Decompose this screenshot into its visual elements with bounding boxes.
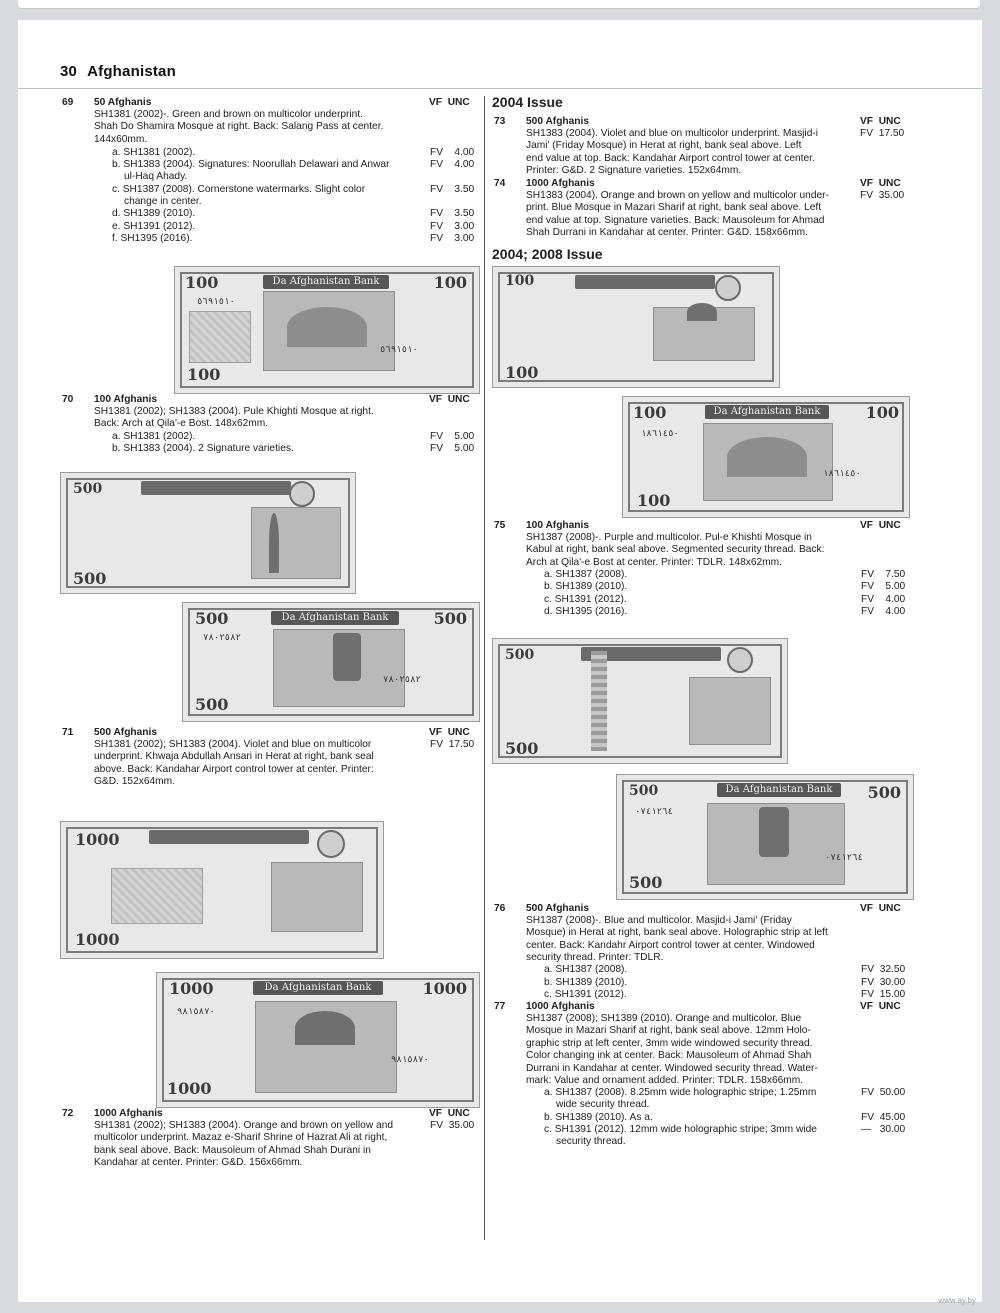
catalog-entry-71 (62, 727, 477, 791)
site-watermark: www.ay.by (938, 1296, 976, 1305)
page-header (18, 20, 982, 89)
denomination: 500 Afghanis (94, 727, 158, 738)
note-value: 500 (73, 569, 107, 588)
variety-row: e. SH1391 (2012). (112, 221, 196, 232)
catalog-entry-70 (62, 394, 477, 458)
variety-price: FV 3.50 (430, 208, 475, 219)
variety-price: FV 35.00 (430, 1120, 475, 1131)
variety-price: FV 5.00 (430, 431, 475, 442)
serial-number: ٩٨١٥٨٧٠ (391, 1055, 429, 1065)
serial-number: ٧٨٠٢٥٨٢ (203, 633, 241, 643)
note-value: 500 (505, 647, 535, 663)
variety-price: FV 5.00 (861, 581, 906, 592)
denomination: 1000 Afghanis (526, 1001, 595, 1012)
serial-number: ٥٦٩١٥١٠ (197, 297, 235, 307)
variety-row-cont: wide security thread. (556, 1099, 650, 1110)
variety-row: a. SH1381 (2002). (112, 431, 196, 442)
note-value: 100 (505, 363, 539, 382)
grade-headers: VF UNC (429, 97, 470, 108)
description: SH1387 (2008); SH1389 (2010). Orange and multicolor. Blue Mosque in Mazari Sharif at right, bank seal above. 12mm Holo- graphic strip at left center, 3mm wide windowed security thread. Color changing ink at center. Back: Mausoleum of Ahmad Shah Durrani in Kandahar at center. Windowed security thread. Water- mark: Value and ornament added. Printer: TDLR. 158x66mm. (526, 1013, 818, 1087)
grade-headers: VF UNC (860, 520, 901, 531)
variety-price: FV 30.00 (861, 977, 906, 988)
serial-number: ٠٧٤١٢٦٤ (825, 853, 863, 863)
issue-heading: 2004; 2008 Issue (492, 246, 603, 262)
catalog-page (18, 20, 982, 1302)
denomination: 1000 Afghanis (94, 1108, 163, 1119)
top-bar (18, 0, 980, 9)
variety-price: FV 35.00 (860, 190, 905, 201)
banknote-image-1000-front (60, 821, 384, 959)
note-value: 1000 (169, 979, 214, 998)
variety-price: FV 3.00 (430, 221, 475, 232)
variety-row: a. SH1387 (2008). (544, 964, 628, 975)
banknote-image-1000-back (156, 972, 480, 1108)
note-value: 100 (633, 403, 667, 422)
grade-headers: VF UNC (429, 394, 470, 405)
catalog-number: 74 (494, 178, 506, 189)
catalog-number: 73 (494, 116, 506, 127)
description: SH1387 (2008)-. Blue and multicolor. Masjid-i Jami' (Friday Mosque) in Herat at right, bank seal above. Holographic strip at left center. Back: Kandahr Airport control tower at center. Windowed security thread. Printer: TDLR. (526, 915, 828, 964)
variety-row: c. SH1391 (2012). (544, 594, 627, 605)
denomination: 500 Afghanis (526, 116, 590, 127)
denomination: 500 Afghanis (526, 903, 590, 914)
note-value: 500 (195, 609, 229, 628)
description: SH1381 (2002); SH1383 (2004). Violet and blue on multicolor underprint. Khwaja Abdullah Ansari in Herat at right, bank seal above. Back: Kandahar Airport control tower at center. Printer: G&D. 152x64mm. (94, 739, 374, 788)
variety-row: b. SH1383 (2004). 2 Signature varieties. (112, 443, 294, 454)
page-number: 30 (60, 63, 78, 80)
note-value: 500 (433, 609, 467, 628)
note-value: 500 (195, 695, 229, 714)
note-value: 500 (867, 783, 901, 802)
catalog-number: 76 (494, 903, 506, 914)
bank-name-label: Da Afghanistan Bank (705, 405, 829, 419)
note-value: 500 (505, 739, 539, 758)
variety-row: f. SH1395 (2016). (112, 233, 193, 244)
grade-headers: VF UNC (860, 903, 901, 914)
variety-row: c. SH1391 (2012). 12mm wide holographic stripe; 3mm wide (544, 1124, 817, 1135)
grade-headers: VF UNC (429, 1108, 470, 1119)
catalog-entry-72 (62, 1108, 477, 1172)
note-value: 100 (865, 403, 899, 422)
catalog-entry-76 (494, 903, 914, 1003)
banknote-image-100-back-2008 (622, 396, 910, 518)
denomination: 100 Afghanis (94, 394, 158, 405)
variety-price: FV 4.00 (861, 594, 906, 605)
denomination: 50 Afghanis (94, 97, 152, 108)
variety-price: — 30.00 (861, 1124, 906, 1135)
catalog-number: 69 (62, 97, 74, 108)
description: SH1381 (2002); SH1383 (2004). Pule Khighti Mosque at right. Back: Arch at Qila'-e Bost. 148x62mm. (94, 406, 374, 430)
description: SH1383 (2004). Orange and brown on yellow and multicolor under- print. Blue Mosque in Mazari Sharif at right, bank seal above. Left end value at top. Signature varieties. Back: Mausoleum for Ahmad Shah Durrani in Kandahar at center. Printer: G&D. 158x66mm. (526, 190, 829, 239)
bank-name-label: Da Afghanistan Bank (717, 783, 841, 797)
serial-number: ٠٧٤١٢٦٤ (635, 807, 673, 817)
banknote-image-500-front-2008 (492, 638, 788, 764)
denomination: 100 Afghanis (526, 520, 590, 531)
catalog-number: 77 (494, 1001, 506, 1012)
grade-headers: VF UNC (860, 1001, 901, 1012)
variety-price: FV 4.00 (430, 159, 475, 170)
variety-price: FV 32.50 (861, 964, 906, 975)
page-title (60, 63, 186, 80)
variety-price: FV 4.00 (430, 147, 475, 158)
grade-headers: VF UNC (429, 727, 470, 738)
description: SH1387 (2008)-. Purple and multicolor. Pul-e Khishti Mosque in Kabul at right, bank seal above. Segmented security thread. Back: Arch at Qila'-e Bost at center. Printer: TDLR. 148x62mm. (526, 532, 825, 568)
note-value: 100 (505, 273, 535, 289)
note-value: 1000 (75, 930, 120, 949)
variety-row: d. SH1389 (2010). (112, 208, 196, 219)
description: SH1381 (2002)-. Green and brown on multicolor underprint. Shah Do Shamira Mosque at right. Back: Salang Pass at center. 144x60mm. (94, 109, 384, 145)
note-value: 500 (73, 481, 103, 497)
variety-row: b. SH1389 (2010). (544, 977, 628, 988)
serial-number: ١٨٦١٤٥٠ (641, 429, 679, 439)
note-value: 100 (637, 491, 671, 510)
catalog-number: 75 (494, 520, 506, 531)
issue-heading: 2004 Issue (492, 94, 563, 110)
description: SH1381 (2002); SH1383 (2004). Orange and brown on yellow and multicolor underprint. Mazaz e-Sharif Shrine of Hazrat Ali at right, bank seal above. Back: Mausoleum of Ahmad Shah Durani in Kandahar at center. Printer: G&D. 156x66mm. (94, 1120, 394, 1169)
catalog-number: 70 (62, 394, 74, 405)
variety-row-cont: security thread. (556, 1136, 626, 1147)
bank-name-label: Da Afghanistan Bank (271, 611, 399, 625)
variety-price: FV 15.00 (861, 989, 906, 1000)
note-value: 500 (629, 873, 663, 892)
bank-name-label: Da Afghanistan Bank (253, 981, 383, 995)
variety-row-cont: change in center. (124, 196, 202, 207)
catalog-entry-77 (494, 1001, 914, 1151)
banknote-image-100-front (492, 266, 780, 388)
variety-price: FV 7.50 (861, 569, 906, 580)
variety-row-cont: ul-Haq Ahady. (124, 171, 188, 182)
serial-number: ١٨٦١٤٥٠ (823, 469, 861, 479)
serial-number: ٧٨٠٢٥٨٢ (383, 675, 421, 685)
banknote-image-100-back (174, 266, 480, 394)
variety-row: b. SH1383 (2004). Signatures: Noorullah Delawari and Anwar (112, 159, 390, 170)
variety-price: FV 5.00 (430, 443, 475, 454)
banknote-image-500-front (60, 472, 356, 594)
catalog-entry-69 (62, 97, 477, 247)
country-name: Afghanistan (87, 63, 176, 80)
serial-number: ٥٦٩١٥١٠ (380, 345, 418, 355)
variety-row: d. SH1395 (2016). (544, 606, 628, 617)
catalog-number: 72 (62, 1108, 74, 1119)
catalog-entry-73 (494, 116, 914, 178)
variety-row: a. SH1387 (2008). 8.25mm wide holographic stripe; 1.25mm (544, 1087, 817, 1098)
banknote-image-500-back (182, 602, 480, 722)
variety-price: FV 45.00 (861, 1112, 906, 1123)
note-value: 1000 (167, 1079, 212, 1098)
grade-headers: VF UNC (860, 116, 901, 127)
variety-row: c. SH1391 (2012). (544, 989, 627, 1000)
variety-row: c. SH1387 (2008). Cornerstone watermarks. Slight color (112, 184, 366, 195)
variety-row: b. SH1389 (2010). (544, 581, 628, 592)
note-value: 100 (433, 273, 467, 292)
note-value: 100 (187, 365, 221, 384)
variety-price: FV 3.50 (430, 184, 475, 195)
column-divider (484, 96, 485, 1240)
description: SH1383 (2004). Violet and blue on multicolor underprint. Masjid-i Jami' (Friday Mosque) in Herat at right, bank seal above. Left end value at top. Back: Kandahar Airport control tower at center. Printer: G&D. 2 Signature varieties. 152x64mm. (526, 128, 819, 177)
variety-price: FV 50.00 (861, 1087, 906, 1098)
variety-row: b. SH1389 (2010). As a. (544, 1112, 653, 1123)
denomination: 1000 Afghanis (526, 178, 595, 189)
variety-row: a. SH1381 (2002). (112, 147, 196, 158)
note-value: 1000 (422, 979, 467, 998)
catalog-entry-75 (494, 520, 914, 620)
banknote-image-500-back-2008 (616, 774, 914, 900)
note-value: 100 (185, 273, 219, 292)
catalog-number: 71 (62, 727, 74, 738)
bank-name-label: Da Afghanistan Bank (263, 275, 389, 289)
serial-number: ٩٨١٥٨٧٠ (177, 1007, 215, 1017)
grade-headers: VF UNC (860, 178, 901, 189)
variety-price: FV 17.50 (860, 128, 905, 139)
catalog-entry-74 (494, 178, 914, 240)
variety-row: a. SH1387 (2008). (544, 569, 628, 580)
note-value: 500 (629, 783, 659, 799)
variety-price: FV 3.00 (430, 233, 475, 244)
variety-price: FV 17.50 (430, 739, 475, 750)
note-value: 1000 (75, 830, 120, 849)
variety-price: FV 4.00 (861, 606, 906, 617)
